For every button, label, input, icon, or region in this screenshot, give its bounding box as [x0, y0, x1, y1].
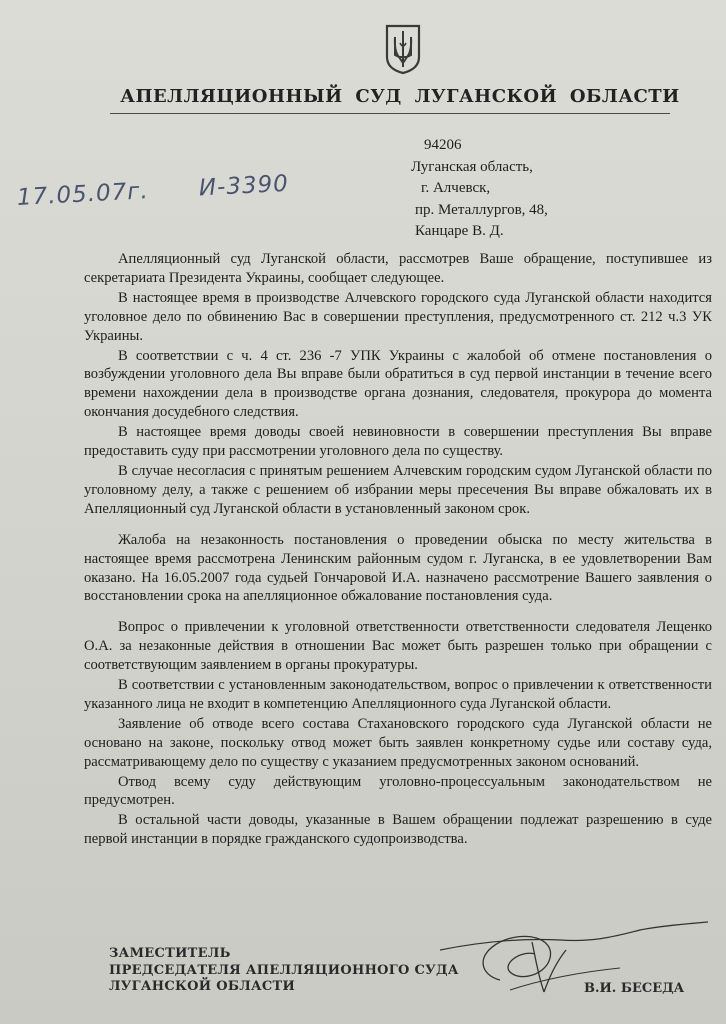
body-paragraph: Заявление об отводе всего состава Стахановского городского суда Луганской области не основано на законе, поскольку отвод может быть заявлен конкретному судье или составу суда, рассматривающему дело по существу с указанием предусмотренных законом оснований. [84, 715, 712, 770]
body-paragraph: В случае несогласия с принятым решением Алчевским городским судом Луганской области по уголовному делу, а также с решением об избрании меры пресечения Вы вправе обжаловать их в Апелляционный суд Луганской области в установленный законом срок. [84, 462, 712, 517]
signer-title [109, 946, 459, 996]
body-paragraph: В соответствии с ч. 4 ст. 236 -7 УПК Украины с жалобой об отмене постановления о возбуждении уголовного дела Вы вправе были обратиться в суд первой инстанции в течение всего времени нахождении дела в производстве органа дознания, следователя, прокурора до момента окончания досудебного следствия. [84, 347, 712, 421]
body-paragraph: В настоящее время в производстве Алчевского городского суда Луганской области находится уголовное дело по обвинению Вас в совершении преступления, предусмотренного ст. 212 ч.3 УК Украины. [84, 289, 712, 344]
recipient-name: Канцаре В. Д. [415, 223, 504, 239]
body-paragraph: В соответствии с установленным законодательством, вопрос о привлечении к ответственности указанного лица не входит в компетенцию Апелляционного суда Луганской области. [84, 677, 712, 712]
address-region: Луганская область, [411, 158, 533, 175]
registration-date: 17.05.07г. [16, 178, 150, 211]
body-paragraph: Отвод всему суду действующим уголовно-процессуальным законодательством не предусмотрен. [84, 773, 712, 809]
body-paragraph: Жалоба на незаконность постановления о проведении обыска по месту жительства в настоящее время рассмотрена Ленинским районным судом г. Луганска, в ее удовлетворении Вам оказано. На 16.05.2007 года судьей Гончаровой И.А. назначено рассмотрение Вашего заявления о восстановлении срока на апелляционное обжалование постановления суда. [84, 531, 712, 605]
letter-body [84, 250, 712, 850]
body-paragraph: Вопрос о привлечении к уголовной ответственности ответственности следователя Лещенко О.А. за незаконные действия в отношении Вас может быть разрешен только при обращении с соответствующим заявлением в органы прокуратуры. [84, 619, 712, 674]
body-paragraph: Апелляционный суд Луганской области, рассмотрев Ваше обращение, поступившее из секретариата Президента Украины, сообщает следующее. [84, 251, 712, 286]
heading-underline [110, 113, 670, 114]
signer-title-line: ПРЕДСЕДАТЕЛЯ АПЕЛЛЯЦИОННОГО СУДА [109, 962, 459, 978]
court-name-heading: АПЕЛЛЯЦИОННЫЙ СУД ЛУГАНСКОЙ ОБЛАСТИ [120, 86, 680, 107]
recipient-address [411, 135, 548, 243]
body-paragraph: В настоящее время доводы своей невиновности в совершении преступления Вы вправе предоставить суду при рассмотрении уголовного дела по существу. [84, 424, 712, 460]
signer-name: В.И. БЕСЕДА [584, 981, 685, 996]
registration-number: И-3390 [198, 170, 290, 202]
signer-title-line: ЗАМЕСТИТЕЛЬ [109, 946, 231, 961]
handwritten-registration [16, 171, 289, 211]
postal-code: 94206 [424, 137, 462, 153]
address-city: г. Алчевск, [421, 180, 491, 196]
address-street: пр. Металлургов, 48, [415, 201, 548, 218]
signer-title-line: ЛУГАНСКОЙ ОБЛАСТИ [109, 979, 296, 994]
body-paragraph: В остальной части доводы, указанные в Вашем обращении подлежат разрешению в суде первой инстанции в порядке гражданского судопроизводства. [84, 812, 712, 848]
trident-emblem-icon [383, 23, 423, 75]
